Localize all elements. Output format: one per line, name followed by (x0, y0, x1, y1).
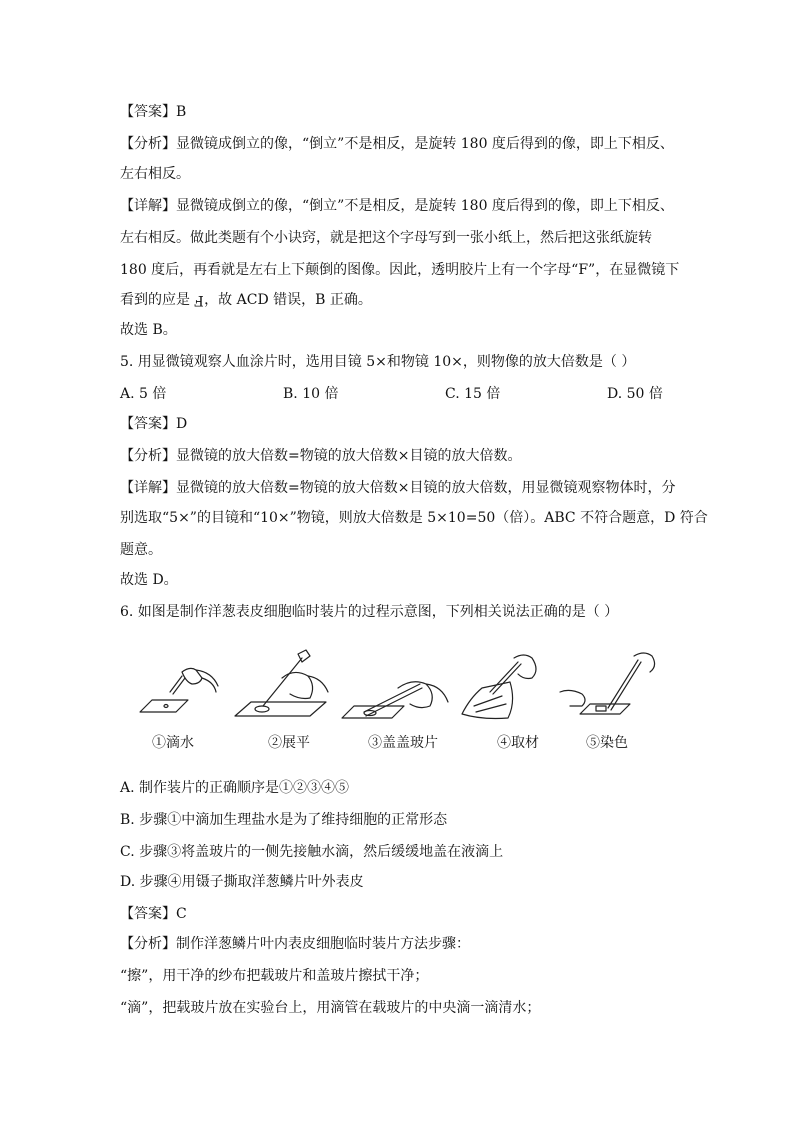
q6-analysis: 【分析】制作洋葱鳞片叶内表皮细胞临时装片方法步骤： (120, 936, 470, 952)
q6-option-d: D. 步骤④用镊子撕取洋葱鳞片叶外表皮 (120, 874, 364, 890)
q5-answer: 【答案】D (120, 416, 188, 432)
caption-step-5: ⑤染色 (586, 735, 628, 751)
caption-step-3: ③盖盖玻片 (368, 735, 438, 751)
q5-option-c: C. 15 倍 (445, 386, 501, 402)
staining-step-illustration (560, 653, 655, 714)
q4-detail-line-3: 180 度后，再看就是左右上下颠倒的图像。因此，透明胶片上有一个字母“F”，在显微镜下 (120, 262, 680, 278)
flipped-letter: F (194, 292, 205, 308)
cover-slip-step-illustration (342, 682, 448, 718)
q5-stem: 5. 用显微镜观察人血涂片时，选用目镜 5×和物镜 10×，则物像的放大倍数是（ ） (120, 354, 636, 370)
q4-detail-pre: 看到的应是 (120, 292, 195, 308)
q6-option-a: A. 制作装片的正确顺序是①②③④⑤ (120, 780, 350, 796)
q5-option-d: D. 50 倍 (607, 386, 663, 402)
q6-option-b: B. 步骤①中滴加生理盐水是为了维持细胞的正常形态 (120, 812, 448, 828)
q4-analysis-line-2: 左右相反。 (120, 166, 190, 182)
q6-option-c: C. 步骤③将盖玻片的一侧先接触水滴，然后缓缓地盖在液滴上 (120, 844, 504, 860)
q5-detail-line-1: 【详解】显微镜的放大倍数=物镜的放大倍数×目镜的放大倍数，用显微镜观察物体时，分 (120, 480, 676, 496)
q5-conclusion: 故选 D。 (120, 572, 178, 588)
q4-detail-line-4 (120, 290, 372, 310)
q4-detail-line-1: 【详解】显微镜成倒立的像，“倒立”不是相反，是旋转 180 度后得到的像，即上下相反、 (120, 198, 674, 214)
q4-answer: 【答案】B (120, 104, 187, 120)
caption-step-2: ②展平 (268, 735, 310, 751)
q6-step-wipe: “擦”，用干净的纱布把载玻片和盖玻片擦拭干净； (120, 968, 429, 984)
q6-answer: 【答案】C (120, 906, 187, 922)
q5-option-a: A. 5 倍 (120, 386, 167, 402)
dropper-step-illustration (140, 668, 218, 712)
q4-analysis-line-1: 【分析】显微镜成倒立的像，“倒立”不是相反，是旋转 180 度后得到的像，即上下相反、 (120, 136, 674, 152)
spreading-step-illustration (235, 650, 328, 716)
q4-detail-line-2: 左右相反。做此类题有个小诀窍，就是把这个字母写到一张小纸上，然后把这张纸旋转 (120, 230, 652, 246)
q5-detail-line-2: 别选取“5×”的目镜和“10×”物镜，则放大倍数是 5×10=50（倍）。ABC 不符合题意，D 符合 (120, 510, 708, 526)
q4-detail-post: ，故 ACD 错误，B 正确。 (204, 292, 372, 308)
caption-step-4: ④取材 (497, 735, 539, 751)
q6-step-drip: “滴”，把载玻片放在实验台上，用滴管在载玻片的中央滴一滴清水； (120, 1000, 541, 1016)
q5-detail-line-3: 题意。 (120, 542, 162, 558)
q5-analysis: 【分析】显微镜的放大倍数=物镜的放大倍数×目镜的放大倍数。 (120, 448, 522, 464)
caption-step-1: ①滴水 (152, 735, 194, 751)
q6-stem: 6. 如图是制作洋葱表皮细胞临时装片的过程示意图，下列相关说法正确的是（ ） (120, 604, 619, 620)
q5-option-b: B. 10 倍 (283, 386, 339, 402)
peeling-step-illustration (462, 655, 536, 719)
q4-conclusion: 故选 B。 (120, 322, 177, 338)
